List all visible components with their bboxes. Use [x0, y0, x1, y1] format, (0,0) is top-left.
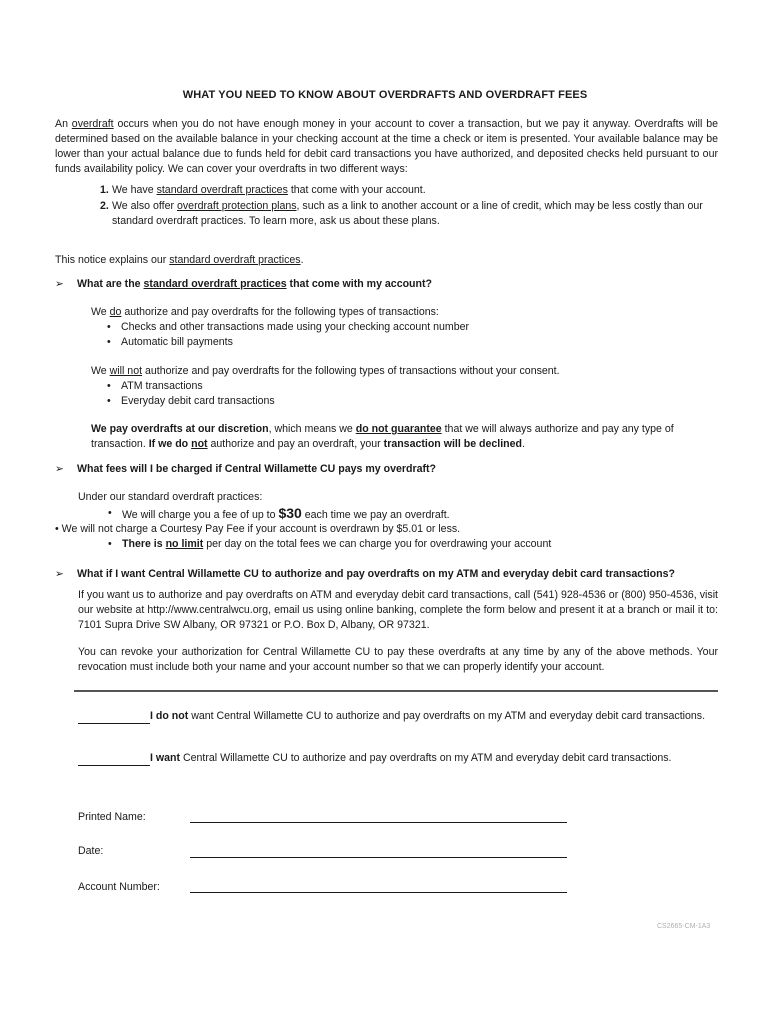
under-practices-line: Under our standard overdraft practices: [78, 491, 263, 503]
fee-bullet [78, 506, 450, 523]
list-item [100, 199, 718, 229]
courtesy-bullet [55, 522, 460, 537]
list-text: Everyday debit card transactions [121, 395, 275, 407]
notice-line [55, 253, 718, 268]
body-text-bold: There is [122, 538, 166, 550]
arrow-bullet-icon: ➢ [55, 463, 64, 475]
body-text-bold: transaction will be declined [383, 438, 523, 450]
account-number-field[interactable] [190, 891, 567, 893]
body-text: each time we pay an overdraft. [301, 509, 450, 521]
opt-out-label: want Central Willamette CU to authorize and pay overdrafts on my ATM and everyday debit card transactions. [188, 710, 706, 722]
printed-name-label: Printed Name: [78, 811, 146, 823]
question-text: What are the [77, 278, 144, 290]
body-text: , which means we [268, 423, 356, 435]
list-text: We also offer [112, 200, 177, 212]
body-text: We will not charge a Courtesy Pay Fee if your account is overdrawn by $5.01 or less. [61, 523, 461, 535]
intro-text-pre: An [55, 118, 72, 130]
account-number-label: Account Number: [78, 881, 160, 893]
body-text: We will charge you a fee of up to [122, 509, 279, 521]
emphasis-will-not: will not [109, 365, 143, 377]
body-text: authorize and pay an overdraft, your [207, 438, 384, 450]
opt-in-label-bold: I want [150, 752, 181, 764]
body-text-bold: We pay overdrafts at our discretion [91, 423, 269, 435]
body-text: We [91, 365, 110, 377]
question-text: What fees will I be charged if Central Willamette CU pays my overdraft? [77, 463, 437, 475]
discretion-paragraph [91, 422, 718, 452]
notice-text: . [300, 254, 304, 266]
date-label: Date: [78, 845, 104, 857]
list-text: Automatic bill payments [121, 336, 233, 348]
section-divider [74, 690, 718, 692]
revoke-paragraph: You can revoke your authorization for Central Willamette CU to pay these overdrafts at any time by any of the above methods. Your revocation must include both your name and your account number so that we can properly identify your account. [78, 646, 718, 673]
opt-out-label-bold: I do not [150, 710, 189, 722]
bullet-icon: • [55, 523, 59, 535]
bullet-icon: • [108, 507, 112, 519]
opt-out-option [78, 709, 718, 724]
question-term: standard overdraft practices [143, 278, 287, 290]
emphasis-do: do [109, 306, 122, 318]
list-number: 1. [100, 184, 109, 196]
list-text: Checks and other transactions made using your checking account number [121, 321, 470, 333]
bullet-icon: • [107, 321, 111, 333]
bullet-icon: • [107, 395, 111, 407]
question-standard-practices [55, 277, 735, 292]
list-item [91, 394, 718, 409]
fee-amount: $30 [278, 505, 302, 521]
body-text: that we will always authorize and pay any type of transaction. [91, 423, 674, 450]
opt-in-option [78, 751, 738, 766]
overdraft-term: overdraft [71, 118, 114, 130]
list-item [91, 335, 718, 350]
emphasis-not: not [191, 438, 208, 450]
do-authorize-line [91, 305, 718, 320]
date-field[interactable] [190, 856, 567, 858]
printed-name-field[interactable] [190, 821, 567, 823]
no-limit-bullet [78, 537, 551, 552]
bullet-icon: • [107, 336, 111, 348]
intro-paragraph [55, 117, 718, 177]
standard-practices-term: standard overdraft practices [156, 184, 288, 196]
contact-paragraph: If you want us to authorize and pay overdrafts on ATM and everyday debit card transactions, call (541) 928-4536 or (800) 950-4536, visit our website at http://www.centralwcu.org, email us using online banking, complete the form below and present it at a branch or mail it to: 7101 Supra Drive SW Albany, OR 97321 or P.O. Box D, Albany, OR 97321. [78, 589, 718, 631]
notice-text: This notice explains our [55, 254, 170, 266]
body-text: We [91, 306, 110, 318]
list-item [100, 183, 718, 198]
emphasis-no-limit: no limit [165, 538, 204, 550]
list-text: We have [112, 184, 157, 196]
do-authorize-block [91, 305, 718, 350]
protection-plans-term: overdraft protection plans [176, 200, 297, 212]
will-not-authorize-block [91, 364, 718, 409]
list-text: , such as a link to another account or a line of credit, which may be less costly than our standard overdraft practices. To learn more, ask us about these plans. [112, 200, 703, 227]
list-text: that come with your account. [287, 184, 426, 196]
list-text: ATM transactions [121, 380, 203, 392]
intro-text-post: occurs when you do not have enough money in your account to cover a transaction, but we pay it anyway. Overdrafts will be determined based on the available balance in your checking account at the time a check or item is presented. Your available balance may be lower than your actual balance due to funds held for debit card transactions you have authorized, and deposited checks held pursuant to our funds availability policy. We can cover your overdrafts in two different ways: [55, 118, 718, 175]
question-fees [55, 462, 735, 477]
question-text: What if I want Central Willamette CU to authorize and pay overdrafts on my ATM and everyday debit card transactions? [77, 568, 675, 580]
page-title: WHAT YOU NEED TO KNOW ABOUT OVERDRAFTS AND OVERDRAFT FEES [182, 89, 588, 101]
opt-out-initial-line[interactable] [78, 711, 150, 724]
question-authorize [55, 567, 735, 582]
arrow-bullet-icon: ➢ [55, 278, 64, 290]
emphasis-do-not-guarantee: do not guarantee [355, 423, 442, 435]
body-text: authorize and pay overdrafts for the following types of transactions without your consent. [142, 365, 560, 377]
question-text: that come with my account? [286, 278, 432, 290]
opt-in-initial-line[interactable] [78, 753, 150, 766]
list-number: 2. [100, 200, 109, 212]
body-text: . [522, 438, 525, 450]
body-text: authorize and pay overdrafts for the following types of transactions: [121, 306, 439, 318]
overdraft-ways-list [100, 183, 718, 229]
bullet-icon: • [107, 380, 111, 392]
body-text: per day on the total fees we can charge you for overdrawing your account [203, 538, 552, 550]
will-not-authorize-line [91, 364, 718, 379]
list-item [91, 320, 718, 335]
opt-in-label: Central Willamette CU to authorize and pay overdrafts on my ATM and everyday debit card transactions. [180, 752, 672, 764]
form-code: CS2665-CM-1A3 [657, 923, 711, 930]
body-text-bold: If we do [148, 438, 192, 450]
bullet-icon: • [108, 538, 112, 550]
list-item [91, 379, 718, 394]
standard-practices-term: standard overdraft practices [169, 254, 301, 266]
arrow-bullet-icon: ➢ [55, 568, 64, 580]
